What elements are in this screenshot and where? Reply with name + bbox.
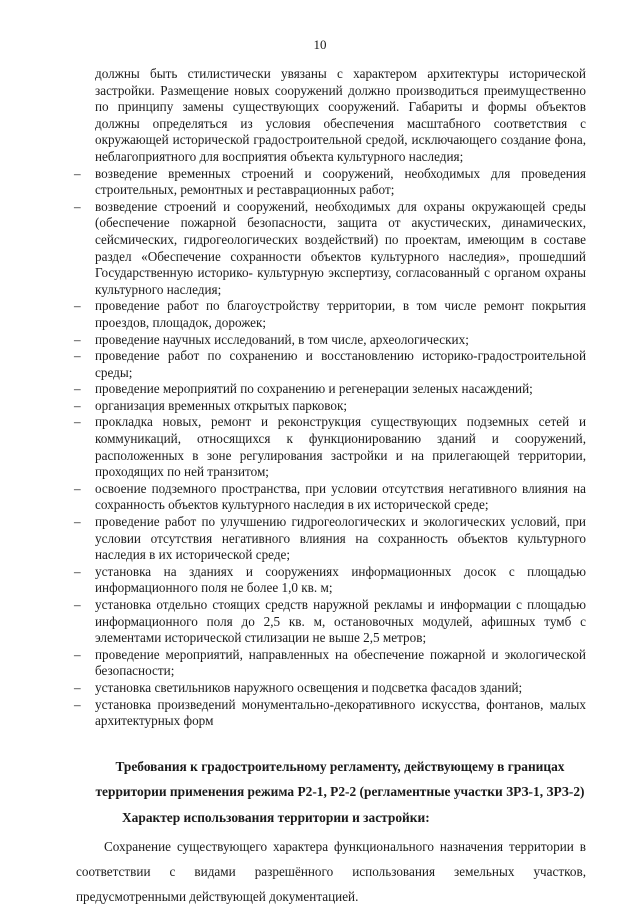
list-item (74, 331, 586, 349)
list-item-text: установка светильников наружного освещения и подсветка фасадов зданий; (95, 679, 523, 695)
list-item-text: организация временных открытых парковок; (95, 397, 348, 413)
list-item (74, 397, 586, 415)
dash-marker: – (74, 646, 81, 662)
dash-marker: – (74, 597, 81, 612)
dash-marker: – (74, 165, 81, 181)
dash-marker: – (74, 414, 81, 430)
list-item (74, 348, 586, 381)
closing-paragraph: Сохранение существующего характера функционального назначения территории в соответствии с видами разрешённого использования земельных участков, предусмотренными действующей документацией. (76, 838, 586, 904)
list-item (74, 298, 586, 331)
list-item-text: установка отдельно стоящих средств наружной рекламы и информации с площадью информационного поля до 2,5 кв. м, остановочных модулей, афишных тумб с элементами исторической стилизации не выше 2,5 метров; (95, 597, 586, 646)
list-item-text: проведение работ по благоустройству территории, в том числе ремонт покрытия проездов, площадок, дорожек; (95, 298, 586, 330)
dash-marker: – (74, 381, 81, 397)
dash-marker: – (74, 348, 81, 364)
list-item-text: проведение мероприятий, направленных на обеспечение пожарной и экологической безопасности; (95, 646, 586, 679)
list-item (74, 381, 586, 398)
list-item (74, 514, 586, 564)
list-item (74, 165, 586, 199)
character-heading: Характер использования территории и застройки: (122, 809, 430, 825)
list-item-text: проведение работ по улучшению гидрогеологических и экологических условий, при условии отсутствия негативного влияния на сохранность объектов культурного наследия в их исторической среде; (95, 514, 586, 563)
document-body (0, 66, 640, 909)
list-item-text: возведение строений и сооружений, необходимых для охраны окружающей среды (обеспечение пожарной безопасности, защита от акустических, динамических, сейсмических, гидрогеологических воздействий) по проектам, имеющим в составе раздел «Обеспечение сохранности объектов культурного наследия», прошедший Государственную историко- культурную экспертизу, согласованный с органом охраны культурного наследия; (95, 198, 586, 297)
dash-marker: – (74, 198, 81, 214)
list-item-text: прокладка новых, ремонт и реконструкция существующих подземных сетей и коммуникаций, относящихся к функционированию зданий и сооружений, расположенных в зоне регулирования застройки и на прилегающей территории, проходящих по ней транзитом; (95, 414, 586, 480)
list-item-text: проведение работ по сохранению и восстановлению историко-градостроительной среды; (95, 348, 586, 380)
list-item (74, 696, 586, 730)
page-number: 10 (313, 37, 327, 52)
dash-marker: – (74, 696, 81, 712)
list-item-text: проведение мероприятий по сохранению и регенерации зеленых насаждений; (95, 381, 533, 397)
list-item-text: проведение научных исследований, в том числе, археологических; (95, 331, 469, 347)
list-item (74, 198, 586, 299)
dash-marker: – (74, 298, 81, 314)
dash-marker: – (74, 679, 81, 695)
list-item (74, 414, 586, 480)
list-item-text: установка произведений монументально-декоративного искусства, фонтанов, малых архитектурных форм (95, 696, 586, 729)
list-item (74, 563, 586, 597)
dash-marker: – (74, 514, 81, 530)
list-item-text: возведение временных строений и сооружений, необходимых для проведения строительных, ремонтных и реставрационных работ; (95, 165, 586, 198)
list-item (74, 679, 586, 697)
requirements-heading: Требования к градостроительному регламенту, действующему в границах территории применения режима Р2-1, Р2-2 (регламентные участки ЗРЗ-1, ЗРЗ-2) (95, 758, 585, 799)
dash-marker: – (74, 480, 81, 496)
list-item (74, 480, 586, 514)
list-item-text: освоение подземного пространства, при условии отсутствия негативного влияния на сохранность объектов культурного наследия в их исторической среде; (95, 480, 586, 513)
list-item-text: установка на зданиях и сооружениях информационных досок с площадью информационного поля не более 1,0 кв. м; (95, 563, 586, 596)
dash-marker: – (74, 397, 81, 413)
bullet-list (0, 166, 640, 730)
dash-marker: – (74, 331, 81, 347)
continuation-paragraph: должны быть стилистически увязаны с характером архитектуры исторической застройки. Размещение новых сооружений должно производиться преимущественно по принципу замены существующих сооружений. Габариты и формы объектов должны определяться из условия обеспечения масштабного соответствия с окружающей исторической градостроительной средой, исключающего создание фона, неблагоприятного для восприятия объекта культурного наследия; (95, 66, 586, 164)
dash-marker: – (74, 563, 81, 579)
list-item (74, 597, 586, 647)
list-item (74, 646, 586, 680)
